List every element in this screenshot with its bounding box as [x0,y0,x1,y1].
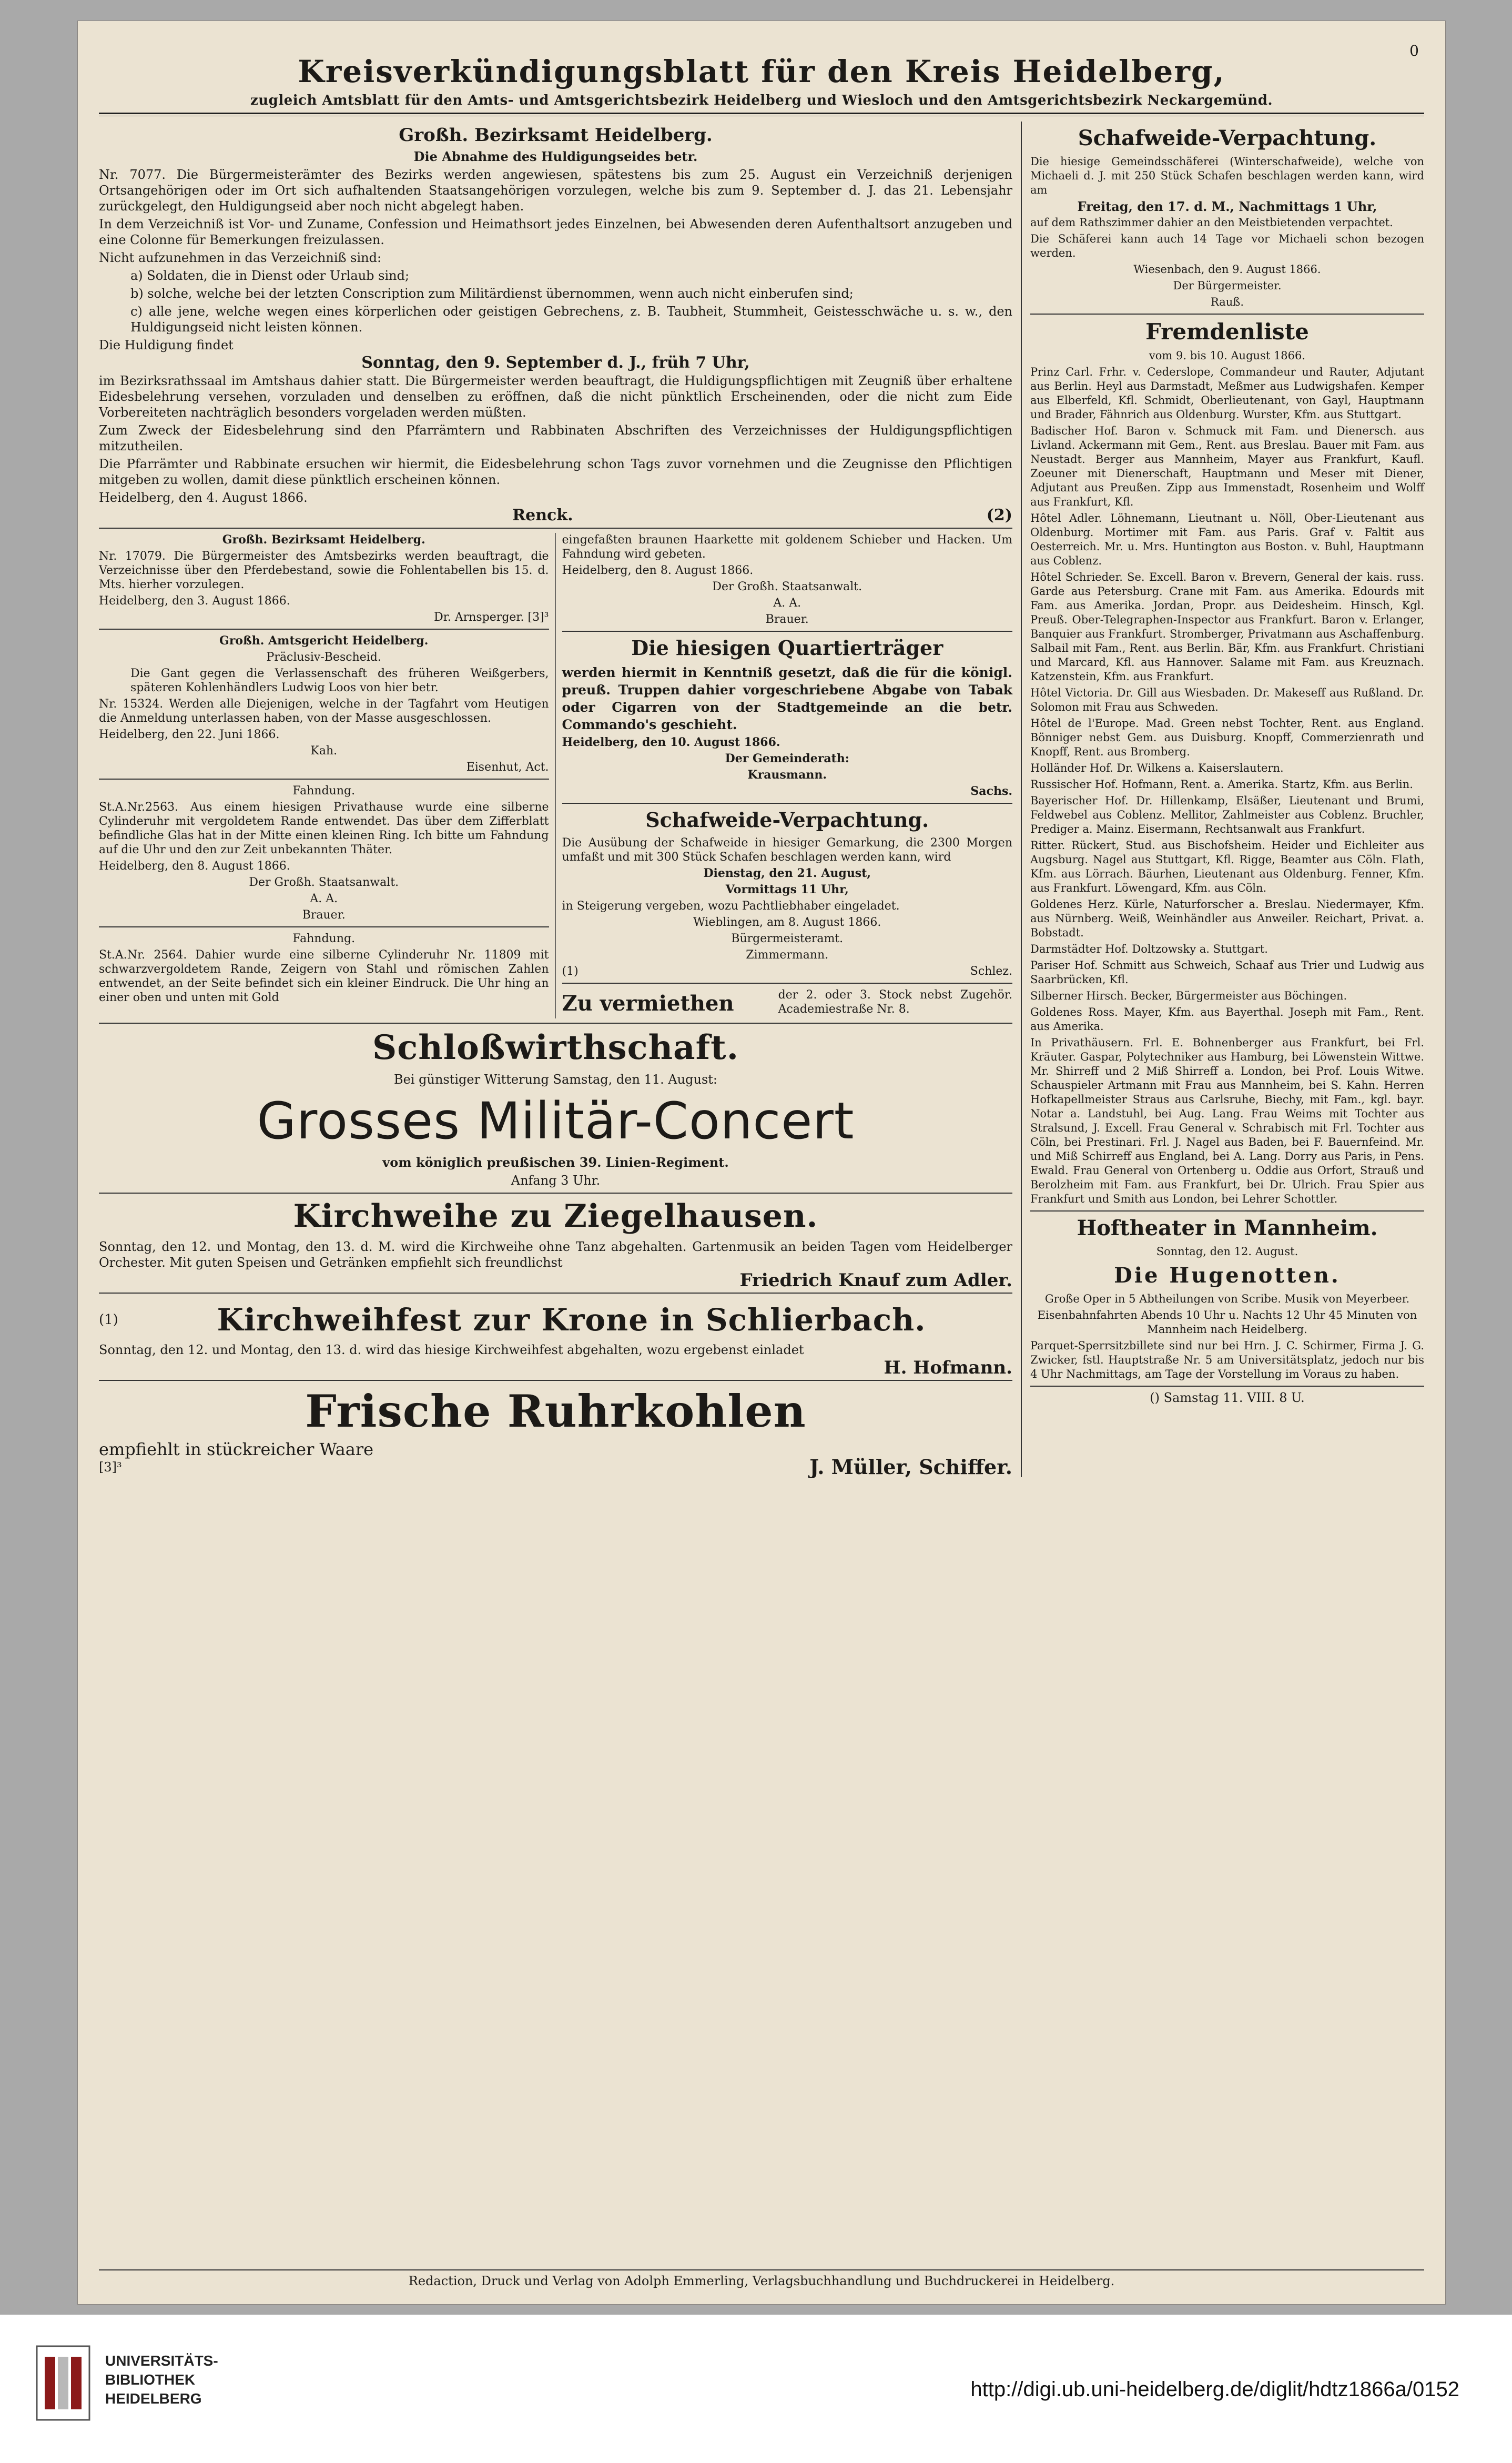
library-name-line: UNIVERSITÄTS- [105,2353,218,2369]
notice-heading: Fahndung. [292,784,356,798]
ad-signature: J. Müller, Schiffer. [809,1455,1012,1479]
guest-list-heading: Fremdenliste [1145,319,1309,345]
ad-signature: Friedrich Knauf zum Adler. [739,1270,1012,1291]
divider [99,528,1012,529]
notice-heading: Fahndung. [292,932,356,945]
notice-paragraph: eingefaßten braunen Haarkette mit goldenem Schieber und Hacken. Um Fahndung wird gebeten. [562,533,1012,561]
notice-signature: Renck. [512,506,573,524]
ad-heading: Schloßwirthschaft. [372,1028,739,1067]
notice-paragraph: Nr. 15324. Werden alle Diejenigen, welche in der Tagfahrt vom Heutigen die Anmeldung unterlassen haben, von der Masse ausgeschlossen. [99,698,549,725]
guest-list-entry: Darmstädter Hof. Doltzowsky a. Stuttgart. [1030,943,1268,955]
notice-signature: Rauß. [1210,296,1244,308]
divider [1030,314,1424,315]
guest-list-entry: Holländer Hof. Dr. Wilkens a. Kaiserslautern. [1030,762,1284,774]
imprint-footer: Redaction, Druck und Verlag von Adolph Emmerling, Verlagsbuchhandlung und Buchdruckerei in Heidelberg. [99,2269,1424,2288]
notice-paragraph: St.A.Nr. 2564. Dahier wurde eine silberne Cylinderuhr Nr. 11809 mit schwarzvergoldetem Rande, Zeigern von Stahl und römischen Zahlen entwendet, an der Seite befindet sich ein kleiner Eindruck. Die Uhr hing an einer oben und unten mit Gold [99,948,549,1004]
ad-text: Sonntag, den 12. und Montag, den 13. d. wird das hiesige Kirchweihfest abgehalten, wozu ergebenst einladet [99,1342,804,1357]
masthead-rule [99,113,1424,114]
notice-place: Wiesenbach, den 9. August 1866. [1133,263,1321,276]
newspaper-page [78,21,1445,2304]
ad-heading: Frische Ruhrkohlen [305,1385,806,1437]
library-strip [0,2315,1512,2463]
notice-paragraph: Nicht aufzunehmen in das Verzeichniß sind: [99,250,382,265]
notice-signature: Sachs. [970,784,1012,798]
theater-text: Eisenbahnfahrten Abends 10 Uhr u. Nachts 12 Uhr 45 Minuten von Mannheim nach Heidelberg. [1037,1309,1417,1336]
divider [562,803,1013,804]
notice-signature: Dr. Arnsperger. [434,611,524,624]
notice-number: (1) [562,965,579,978]
notice-list-item: b) solche, welche bei der letzten Conscription zum Militärdienst übernommen, wenn auch nicht einberufen sind; [130,286,854,301]
divider [562,631,1013,632]
notice-signature: Der Bürgermeister. [1173,279,1282,292]
divider [1030,1386,1424,1387]
divider [99,779,549,780]
masthead-subtitle: zugleich Amtsblatt für den Amts- und Amtsgerichtsbezirk Heidelberg und Wiesloch und den Amtsgerichtsbezirk Neckargemünd. [250,93,1273,108]
notice-paragraph: Die Schäferei kann auch 14 Tage vor Michaeli schon bezogen werden. [1030,233,1424,259]
notice-signature: A. A. [773,597,801,610]
divider [99,1293,1012,1294]
theater-title: Die Hugenotten. [1114,1263,1341,1288]
notice-place: Heidelberg, den 8. August 1866. [99,860,290,873]
notice-heading: Schafweide-Verpachtung. [645,808,929,832]
notice-heading: Schafweide-Verpachtung. [1078,126,1377,150]
sub-column-right [556,533,1013,1018]
notice-paragraph: Die Pfarrämter und Rabbinate ersuchen wir hiermit, die Eidesbelehrung schon Tags zuvor vornehmen und die Zeugnisse den Pflichtigen mitgeben zu wollen, damit diese pünktlich erscheinen können. [99,457,1012,487]
ad-heading: Kirchweihfest zur Krone in Schlierbach. [217,1302,926,1338]
notice-subheading: Präclusiv-Bescheid. [266,651,381,664]
ad-text: empfiehlt in stückreicher Waare [99,1439,374,1459]
theater-heading: Hoftheater in Mannheim. [1077,1216,1378,1240]
theater-text: Parquet-Sperrsitzbillete sind nur bei Hrn. J. C. Schirmer, Firma J. G. Zwicker, fstl. Hauptstraße Nr. 5 am Universitätsplatz, jedoch nur bis 4 Uhr Nachmittags, am Tage der Vorstellung im Voraus zu haben. [1030,1339,1424,1380]
ad-headline: Grosses Militär-Concert [257,1092,855,1150]
guest-list-entry: Goldenes Ross. Mayer, Kfm. aus Bayerthal. Joseph mit Fam., Rent. aus Amerika. [1030,1006,1424,1033]
notice-paragraph: im Bezirksrathssaal im Amtshaus dahier statt. Die Bürgermeister werden beauftragt, die Huldigungspflichtigen mit Zeugniß über erhaltene Eidesbelehrung versehen, vorzuladen und denselben zu eröffnen, daß die nicht pünktlich Erscheinenden, oder die nicht zum Eide Vorbereiteten nachträglich besonders vorgeladen werden müßten. [99,374,1012,420]
guest-list-entry: In Privathäusern. Frl. E. Bohnenberger aus Frankfurt, bei Frl. Kräuter. Gaspar, Polytechniker aus Hamburg, bei Löwenstein Wittwe. Mr. Shirreff und 2 Miß Shirreff a. London, bei Prof. Louis Witwe. Schauspieler Artmann mit Frau aus Mannheim, bei S. Kahn. Herren Hofkapellmeister Straus aus Carlsruhe, Biechy, mit Fam., kgl. bayr. Notar a. Landstuhl, bei Aug. Lang. Frau Weims mit Tochter aus Stralsund, J. Excell. Frau General v. Schrabisch mit Frl. Tochter aus Cöln, bei Prestinari. Frl. J. Nagel aus Baden, bei F. Bauernfeind. Mr. und Miß Schirreff aus England, bei A. Lang. Dorry aus Paris, in Pens. Ewald. Frau General von Ortenberg u. Oddie aus Orfort, Strauß und Berolzheim mit Fam. aus Frankfurt, bei Dr. Ulrich. Frau Spier aus Frankfurt und Smith aus London, bei Lehrer Schottler. [1030,1036,1424,1205]
notice-paragraph: Nr. 17079. Die Bürgermeister des Amtsbezirks werden beauftragt, die Verzeichnisse über den Pferdebestand, sowie die Fohlentabellen bis 15. d. Mts. hierher vorzulegen. [99,550,549,591]
ad-heading: Kirchweihe zu Ziegelhausen. [293,1198,818,1235]
notice-time: Vormittags 11 Uhr, [725,883,849,896]
library-name-line: BIBLIOTHEK [105,2371,196,2388]
sub-column-left [99,533,556,1018]
notice-number: (2) [986,506,1012,524]
notice-signature: Bürgermeisteramt. [731,932,844,945]
guest-list-entry: Hôtel Adler. Löhnemann, Lieutnant u. Nöll, Ober-Lieutenant aus Oldenburg. Mortimer mit Fam. aus Paris. Graf v. Faltit aus Oesterreich. Mr. u. Mrs. Huntington aus Boston. v. Buhl, Hauptmann aus Coblenz. [1030,512,1424,567]
notice-date: Dienstag, den 21. August, [703,866,871,880]
notice-paragraph: Die Gant gegen die Verlassenschaft des früheren Weißgerbers, späteren Kohlenhändlers Ludwig Loos von hier betr. [130,667,549,694]
divider [99,1023,1012,1024]
notice-paragraph: Die hiesige Gemeindsschäferei (Winterschafweide), welche von Michaeli d. J. mit 250 Stück Schafen beschlagen werden kann, wird am [1030,155,1424,196]
notice-paragraph: St.A.Nr.2563. Aus einem hiesigen Privathause wurde eine silberne Cylinderuhr mit vergoldetem Rande entwendet. Das über dem Zifferblatt befindliche Glas hat in der Mitte einen kleinen Ring. Ich bitte um Fahndung auf die Uhr und den zur Zeit unbekannten Thäter. [99,801,549,856]
ad-text: Sonntag, den 12. und Montag, den 13. d. M. wird die Kirchweihe ohne Tanz abgehalten. Gartenmusik an beiden Tagen vom Heidelberger Orchester. Mit guten Speisen und Getränken empfiehlt sich freundlichst [99,1239,1012,1270]
notice-paragraph: In dem Verzeichniß ist Vor- und Zuname, Confession und Heimathsort jedes Einzelnen, bei Abwesenden deren Aufenthaltsort anzugeben und eine Colonne für Bemerkungen freizulassen. [99,217,1012,247]
guest-list-entry: Pariser Hof. Schmitt aus Schweich, Schaaf aus Trier und Ludwig aus Saarbrücken, Kfl. [1030,959,1424,986]
ad-text: Bei günstiger Witterung Samstag, den 11. August: [393,1072,718,1087]
notice-place: Wieblingen, am 8. August 1866. [693,916,881,929]
divider [99,1380,1012,1381]
notice-paragraph: Nr. 7077. Die Bürgermeisterämter des Bezirks werden angewiesen, spätestens bis zum 25. August ein Verzeichniß derjenigen Ortsangehörigen oder im Ort sich aufhaltenden Staatsangehörigen vorzulegen, welche bis zum 9. September d. J. das 21. Lebensjahr zurückgelegt, den Huldigungseid aber noch nicht abgelegt haben. [99,167,1012,214]
notice-heading: Großh. Bezirksamt Heidelberg. [222,533,425,547]
university-library-logo [32,2341,95,2425]
weather-note: () Samstag 11. VIII. 8 U. [1150,1390,1305,1405]
ad-number: (1) [99,1312,118,1328]
notice-place: Heidelberg, den 4. August 1866. [99,490,308,505]
notice-list-item: c) alle jene, welche wegen eines körperlichen oder geistigen Gebrechens, z. B. Taubheit, Stummheit, Geistesschwäche u. s. w., den Huldigungseid nicht leisten können. [130,304,1012,335]
divider [99,1193,1012,1194]
theater-text: Große Oper in 5 Abtheilungen von Scribe. Musik von Meyerbeer. [1044,1293,1410,1305]
theater-date: Sonntag, den 12. August. [1156,1245,1298,1258]
notice-signature: Der Großh. Staatsanwalt. [712,580,862,593]
notice-paragraph: in Steigerung vergeben, wozu Pachtliebhaber eingeladet. [562,900,900,913]
notice-paragraph: Zum Zweck der Eidesbelehrung sind den Pfarrämtern und Rabbinaten Abschriften des Verzeichnisses der Huldigungspflichtigen mitzutheilen. [99,423,1012,453]
notice-date: Sonntag, den 9. September d. J., früh 7 Uhr, [361,354,750,372]
notice-signature: Zimmermann. [746,948,829,962]
divider [1030,1210,1424,1212]
notice-date: Freitag, den 17. d. M., Nachmittags 1 Uhr, [1077,199,1377,214]
notice-signature: Schlez. [970,965,1012,978]
notice-signature: Der Gemeinderath: [725,752,849,765]
permalink-url[interactable]: http://digi.ub.uni-heidelberg.de/diglit/hdtz1866a/0152 [970,2378,1459,2401]
notice-signature: Brauer. [765,613,809,626]
notice-paragraph: auf dem Rathszimmer dahier an den Meistbietenden verpachtet. [1030,216,1393,229]
ad-text: Anfang 3 Uhr. [511,1173,601,1188]
notice-heading: Zu vermiethen [562,991,734,1016]
ad-number: [3]³ [99,1460,122,1475]
notice-paragraph: werden hiermit in Kenntniß gesetzt, daß die für die königl. preuß. Truppen dahier vorgeschriebene Abgabe von Tabak oder Cigarren von der Stadtgemeinde an die betr. Commando's geschieht. [562,665,1012,732]
notice-place: Heidelberg, den 3. August 1866. [99,594,290,608]
notice-heading: Großh. Amtsgericht Heidelberg. [219,634,429,648]
notice-paragraph: der 2. oder 3. Stock nebst Zugehör. Academiestraße Nr. 8. [778,988,1012,1016]
ad-signature: H. Hofmann. [884,1357,1012,1378]
right-column [1022,122,1424,1477]
guest-list-date: vom 9. bis 10. August 1866. [1149,349,1306,362]
notice-paragraph: Die Huldigung findet [99,338,234,352]
guest-list-entry: Hôtel Schrieder. Se. Excell. Baron v. Brevern, General der kais. russ. Garde aus Petersburg. Crane mit Fam. aus Amerika. Edourds mit Fam. aus Amerika. Jordan, Propr. aus Deidesheim. Hinsch, Kgl. Preuß. Ober-Telegraphen-Inspector aus Frankfurt. Baron v. Erlanger, Banquier aus Frankfurt. Stromberger, Privatmann aus Aschaffenburg. Salbail mit Fam., Rent. aus Berlin. Bär, Kfm. aus Frankfurt. Christiani und Marcard, Kfl. aus Hannover. Salame mit Fam. aus Kreuznach. Katzenstein, Kfm. aus Frankfurt. [1030,571,1424,683]
notice-paragraph: Die Ausübung der Schafweide in hiesiger Gemarkung, die 2300 Morgen umfaßt und mit 300 Stück Schafen beschlagen werden kann, wird [562,836,1012,864]
notice-heading: Die hiesigen Quartierträger [631,636,943,660]
left-column [99,122,1022,1477]
notice-signature: Brauer. [302,909,346,922]
notice-signature: Eisenhut, Act. [466,761,549,774]
notice-heading: Großh. Bezirksamt Heidelberg. [399,125,713,146]
guest-list-entry: Ritter. Rückert, Stud. aus Bischofsheim. Heider und Eichleiter aus Augsburg. Nagel aus Stuttgart, Kfl. Rigge, Beamter aus Cöln. Flath, Kfm. aus Lörrach. Bäurhen, Lieutenant aus Oldenburg. Fenner, Kfm. aus Frankfurt. Löwengard, Kfm. aus Cöln. [1030,839,1424,894]
page-number: 0 [1409,42,1419,59]
ad-text: vom königlich preußischen 39. Linien-Regiment. [382,1155,729,1170]
notice-signature: Kah. [310,744,338,758]
notice-signature: A. A. [310,892,338,905]
library-name [105,2351,218,2408]
notice-number: [3]³ [527,611,549,624]
guest-list-entry: Hôtel Victoria. Dr. Gill aus Wiesbaden. Dr. Makeseff aus Rußland. Dr. Solomon mit Frau aus Schweden. [1030,687,1424,713]
notice-signature: Der Großh. Staatsanwalt. [249,876,399,889]
notice-signature: Krausmann. [747,768,827,782]
library-name-line: HEIDELBERG [105,2390,202,2407]
divider [99,926,549,927]
notice-place: Heidelberg, den 22. Juni 1866. [99,728,280,741]
notice-place: Heidelberg, den 8. August 1866. [562,564,754,577]
masthead-title: Kreisverkündigungsblatt für den Kreis Heidelberg, [298,54,1225,89]
guest-list-entry: Hôtel de l'Europe. Mad. Green nebst Tochter, Rent. aus England. Bönniger nebst Gem. aus Duisburg. Knopff, Commerzienrath und Knopff, Rent. aus Bromberg. [1030,717,1424,758]
divider [99,629,549,630]
divider [562,983,1013,984]
guest-list-entry: Badischer Hof. Baron v. Schmuck mit Fam. und Dienersch. aus Livland. Ackermann mit Gem., Rent. aus Breslau. Bauer mit Fam. aus Neustadt. Berger aus Mannheim, Mayer aus Frankfurt, Kaufl. Zoeuner mit Dienerschaft, Hauptmann und Meser mit Diener, Adjutant aus Preußen. Zipp aus Immenstadt, Rosenheim und Wolff aus Frankfurt, Kfl. [1030,425,1424,508]
notice-place: Heidelberg, den 10. August 1866. [562,735,780,749]
guest-list-entry: Goldenes Herz. Kürle, Naturforscher a. Breslau. Niedermayer, Kfm. aus Nürnberg. Weiß, Weinhändler aus Anweiler. Reichart, Privat. a. Bobstadt. [1030,898,1424,939]
guest-list-entry: Prinz Carl. Frhr. v. Cederslope, Commandeur und Rauter, Adjutant aus Berlin. Heyl aus Darmstadt, Meßmer aus Ludwigshafen. Kemper aus Elberfeld, Kfl. Schmidt, Oberlieutenant, von Gayl, Hauptmann und Brader, Fähnrich aus Oldenburg. Wurster, Kfm. aus Stuttgart. [1030,366,1424,421]
guest-list-entry: Russischer Hof. Hofmann, Rent. a. Amerika. Startz, Kfm. aus Berlin. [1030,778,1413,791]
guest-list-entry: Bayerischer Hof. Dr. Hillenkamp, Elsäßer, Lieutenant und Brumi, Feldwebel aus Coblenz. Mellitor, Zahlmeister aus Coblenz. Bruchler, Prediger a. Mainz. Eisermann, Rechtsanwalt aus Frankfurt. [1030,794,1424,835]
guest-list-entry: Silberner Hirsch. Becker, Bürgermeister aus Böchingen. [1030,990,1347,1002]
notice-subheading: Die Abnahme des Huldigungseides betr. [413,149,698,164]
notice-list-item: a) Soldaten, die in Dienst oder Urlaub sind; [130,268,410,283]
